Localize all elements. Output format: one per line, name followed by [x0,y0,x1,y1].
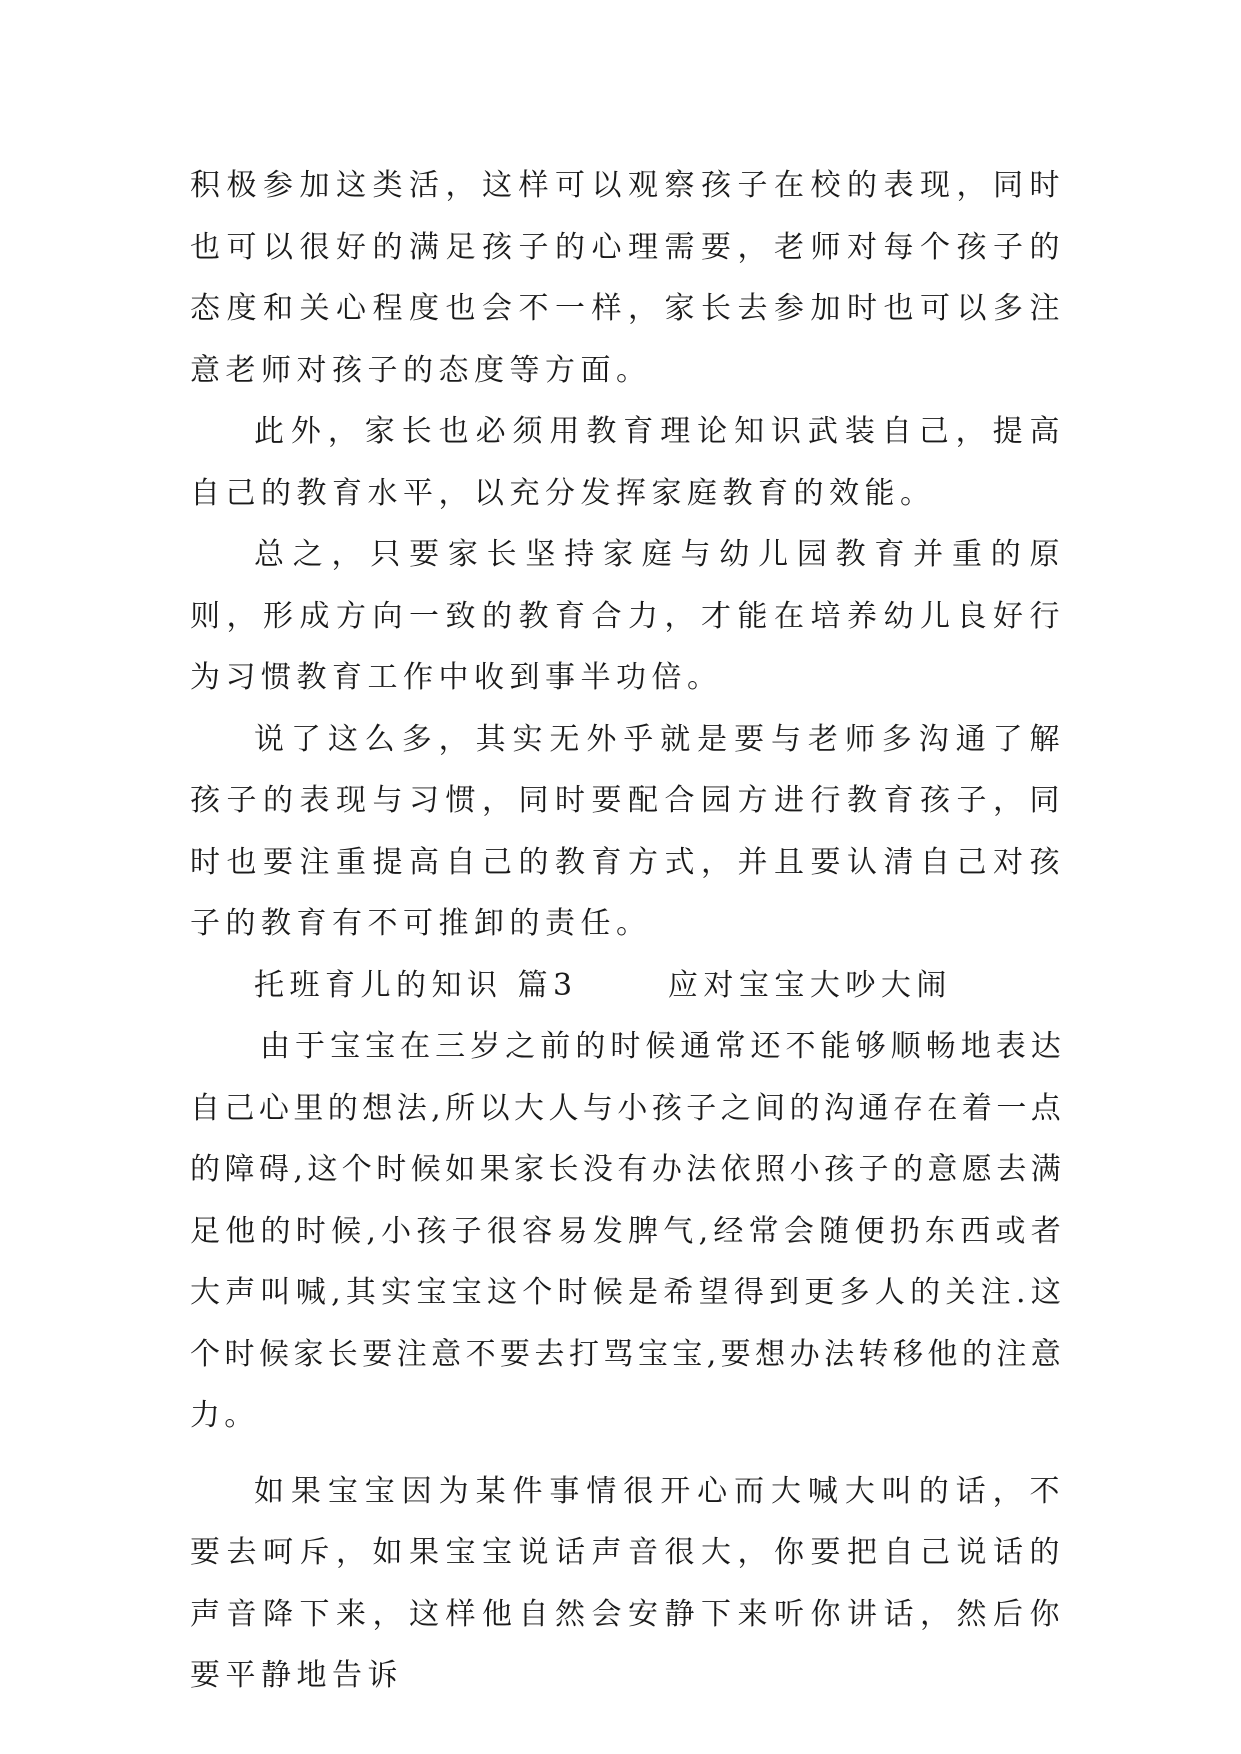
document-body [190,155,1065,1707]
paragraph-parent-education: 此外，家长也必须用教育理论知识武装自己，提高自己的教育水平，以充分发挥家庭教育的效能。 [190,414,1065,511]
paragraph-calm-voice: 如果宝宝因为某件事情很开心而大喊大叫的话，不要去呵斥，如果宝宝说话声音很大，你要把自己说话的声音降下来，这样他自然会安静下来听你讲话，然后你要平静地告诉 [190,1473,1065,1693]
paragraph-gap [190,1447,1065,1461]
paragraph-conclusion: 总之，只要家长坚持家庭与幼儿园教育并重的原则，形成方向一致的教育合力，才能在培养幼儿良好行为习惯教育工作中收到事半功倍。 [190,537,1065,695]
paragraph-summary: 说了这么多，其实无外乎就是要与老师多沟通了解孩子的表现与习惯，同时要配合园方进行教育孩子，同时也要注重提高自己的教育方式，并且要认清自己对孩子的教育有不可推卸的责任。 [190,721,1065,941]
paragraph-continuation: 积极参加这类活，这样可以观察孩子在校的表现，同时也可以很好的满足孩子的心理需要，老师对每个孩子的态度和关心程度也会不一样，家长去参加时也可以多注意老师对孩子的态度等方面。 [190,168,1065,388]
section-heading: 托班育儿的知识 篇3 应对宝宝大吵大闹 [254,967,952,1003]
paragraph-toddler-tantrum: 由于宝宝在三岁之前的时候通常还不能够顺畅地表达自己心里的想法,所以大人与小孩子之间的沟通存在着一点的障碍,这个时候如果家长没有办法依照小孩子的意愿去满足他的时候,小孩子很容易发脾气,经常会随便扔东西或者大声叫喊,其实宝宝这个时候是希望得到更多人的关注.这个时候家长要注意不要去打骂宝宝,要想办法转移他的注意力。 [190,1029,1065,1433]
